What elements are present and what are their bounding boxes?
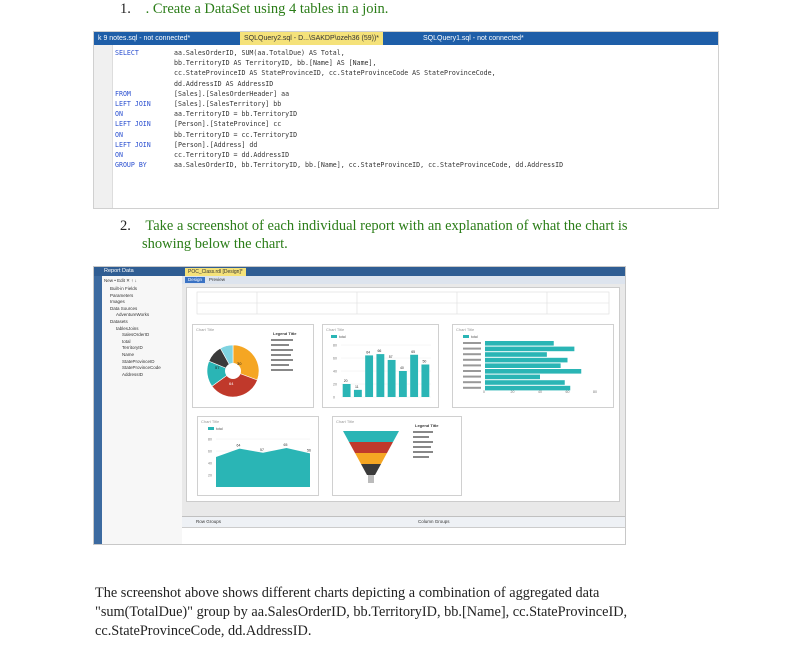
- tab-design[interactable]: Design: [185, 277, 205, 283]
- pie-slice-label: 30: [237, 361, 242, 366]
- pie-slice-label: 64: [229, 381, 234, 386]
- funnel-segment: [361, 464, 381, 475]
- area-y-tick: 60: [208, 449, 212, 454]
- tree-item[interactable]: AddressID: [122, 371, 144, 377]
- tree-item[interactable]: StateProvinceCode: [122, 365, 161, 371]
- sql-code-line: dd.AddressID AS AddressID: [174, 79, 274, 88]
- toolbox-strip: [94, 276, 102, 544]
- sql-code-line: aa.SalesOrderID, bb.TerritoryID, bb.[Name], cc.StateProvinceID, cc.StateProvinceCode, dd.AddressID: [174, 161, 564, 170]
- area-series: [216, 448, 310, 487]
- hbar-legend-label: total: [471, 335, 478, 339]
- sql-code-line: [Sales].[SalesOrderHeader] aa: [174, 89, 290, 98]
- step-2-text-line1: Take a screenshot of each individual report with an explanation of what the chart is: [145, 218, 628, 234]
- step-2-text-line2: showing below the chart.: [142, 236, 288, 252]
- report-header-grid: [187, 288, 619, 318]
- report-design-surface: [182, 267, 625, 544]
- sql-code-line: [Sales].[SalesTerritory] bb: [174, 100, 282, 108]
- tab-poc-class-rdl[interactable]: POC_Class.rdl [Design]*: [185, 268, 246, 276]
- column-bar: [410, 355, 418, 397]
- column-bar-label: 40: [399, 366, 404, 370]
- tree-item[interactable]: total: [122, 338, 131, 344]
- hbar-bar: [485, 375, 540, 380]
- column-bar-label: 57: [388, 354, 393, 359]
- sql-code-area[interactable]: [94, 45, 718, 208]
- column-bar-label: 50: [422, 359, 427, 364]
- hbar-bar: [485, 369, 581, 374]
- column-chart-panel[interactable]: [322, 324, 439, 408]
- hbar-category-label: [463, 376, 481, 378]
- sql-code-line: cc.TerritoryID = dd.AddressID: [174, 151, 290, 159]
- area-chart-title: Chart Title: [201, 419, 220, 424]
- area-legend-label: total: [216, 427, 223, 431]
- column-chart-title: Chart Title: [326, 327, 345, 332]
- tree-item[interactable]: Built-in Fields: [110, 286, 138, 291]
- report-data-title: Report Data: [94, 267, 182, 276]
- sql-code-line: aa.TerritoryID = bb.TerritoryID: [174, 110, 298, 119]
- sql-code-line: bb.TerritoryID = cc.TerritoryID: [174, 130, 298, 139]
- area-legend-swatch: [208, 427, 214, 430]
- report-designer-screenshot: [93, 266, 626, 545]
- hbar-category-label: [463, 370, 481, 372]
- funnel-chart: [333, 417, 461, 495]
- hbar-category-label: [463, 387, 481, 389]
- pie-chart-panel[interactable]: [192, 324, 314, 408]
- column-y-tick: 80: [333, 343, 337, 348]
- area-point-label: 65: [283, 443, 288, 447]
- hbar-bar: [485, 352, 547, 357]
- tab-preview[interactable]: Preview: [209, 277, 226, 282]
- conclusion-line-1: The screenshot above shows different charts depicting a combination of aggregated data: [95, 585, 600, 601]
- sql-code-line: [Person].[Address] dd: [174, 140, 258, 149]
- column-bar-label: 11: [354, 384, 359, 389]
- column-bar-label: 66: [377, 349, 382, 354]
- column-bar: [421, 365, 429, 398]
- hbar-category-label: [463, 342, 481, 344]
- pie-legend-title: Legend Title: [273, 331, 297, 336]
- funnel-neck: [368, 475, 374, 483]
- editor-tab-bar: [94, 32, 718, 45]
- column-bar: [343, 384, 351, 397]
- column-groups-label: Column Groups: [418, 519, 450, 524]
- sql-code-line: cc.StateProvinceID AS StateProvinceID, cc.StateProvinceCode AS StateProvinceCode,: [174, 69, 496, 78]
- column-y-tick: 40: [333, 369, 337, 374]
- column-bar-label: 64: [366, 350, 371, 355]
- column-y-tick: 60: [333, 356, 337, 361]
- tab-sqlquery1[interactable]: SQLQuery1.sql - not connected*: [423, 35, 524, 42]
- tab-sqlquery2[interactable]: SQLQuery2.sql - D...\SAKDP\ozeh36 (59))*: [240, 32, 383, 45]
- conclusion-line-2: "sum(TotalDue)" group by aa.SalesOrderID, bb.TerritoryID, bb.[Name], cc.StateProvinceID,: [95, 604, 628, 620]
- step-1-number: 1.: [120, 1, 131, 17]
- sql-keyword: LEFT JOIN: [115, 140, 151, 149]
- groups-list-area[interactable]: [182, 527, 625, 545]
- funnel-chart-panel[interactable]: [332, 416, 462, 496]
- sql-keyword: ON: [115, 110, 123, 119]
- tree-item[interactable]: Datasets: [110, 319, 128, 324]
- step-2-cont: [142, 236, 288, 253]
- step-1: [120, 1, 388, 18]
- hbar-bar: [485, 363, 561, 368]
- area-point-label: 56: [307, 448, 311, 453]
- tab-notes-sql[interactable]: k 9 notes.sql - not connected*: [98, 35, 191, 42]
- sql-keyword: GROUP BY: [115, 161, 147, 170]
- tree-item[interactable]: StateProvinceID: [122, 358, 155, 364]
- tree-item[interactable]: Name: [122, 352, 135, 357]
- tree-item[interactable]: AdventureWorks: [116, 312, 150, 318]
- tree-item[interactable]: Parameters: [110, 292, 134, 298]
- pie-chart-title: Chart Title: [196, 327, 215, 332]
- tree-item[interactable]: tablesJoins: [116, 325, 139, 331]
- sql-code-line: [Person].[StateProvince] cc: [174, 120, 282, 129]
- funnel-segment: [355, 453, 387, 464]
- report-data-toolbar[interactable]: New • Edit ✕ ↑ ↓: [104, 278, 137, 283]
- sql-keyword: SELECT: [115, 49, 139, 57]
- hbar-bar: [485, 347, 574, 352]
- horizontal-bar-chart-panel[interactable]: [452, 324, 614, 408]
- column-bar-label: 65: [411, 349, 416, 354]
- sql-editor-screenshot: [93, 31, 719, 209]
- hbar-x-tick: 60: [565, 390, 570, 394]
- hbar-category-label: [463, 359, 481, 361]
- pie-slice-label: 57: [215, 365, 220, 370]
- column-legend-swatch: [331, 335, 337, 338]
- column-chart: [323, 325, 438, 407]
- area-point-label: 64: [236, 443, 241, 448]
- sql-keyword: LEFT JOIN: [115, 120, 151, 129]
- sql-keyword: ON: [115, 151, 123, 159]
- area-chart: [198, 417, 318, 495]
- column-bar: [388, 360, 396, 397]
- funnel-segment: [349, 442, 393, 453]
- hbar-bar: [485, 386, 570, 391]
- tree-item[interactable]: Images: [110, 299, 125, 305]
- pie-chart: [193, 325, 313, 407]
- column-bar: [365, 355, 373, 397]
- hbar-x-tick: 20: [510, 390, 515, 394]
- area-chart-panel[interactable]: [197, 416, 319, 496]
- column-bar-label: 20: [343, 379, 348, 383]
- tree-item[interactable]: Data Sources: [110, 305, 138, 311]
- column-bar: [399, 371, 407, 397]
- grouping-pane: [182, 516, 625, 545]
- tree-item[interactable]: SalesOrderID: [122, 332, 150, 338]
- pie-legend-entries: [271, 339, 293, 371]
- hbar-category-label: [463, 364, 481, 366]
- funnel-legend-title: Legend Title: [415, 423, 439, 428]
- hbar-bar: [485, 341, 554, 346]
- document-tab-bar: [182, 267, 625, 276]
- report-data-pane: [94, 267, 183, 544]
- row-groups-label: Row Groups: [196, 519, 222, 524]
- column-legend-label: total: [339, 335, 346, 339]
- hbar-category-label: [463, 381, 481, 383]
- sql-keyword: ON: [115, 130, 123, 139]
- design-preview-tabs: [182, 276, 625, 284]
- column-bar: [376, 354, 384, 397]
- area-y-tick: 40: [208, 461, 212, 466]
- horizontal-bar-chart: [453, 325, 613, 407]
- column-y-tick: 20: [333, 382, 337, 387]
- step-2-number: 2.: [120, 218, 131, 234]
- step-2: [120, 218, 628, 235]
- hbar-legend-swatch: [463, 335, 469, 338]
- area-y-tick: 80: [208, 437, 212, 442]
- conclusion-line-3: cc.StateProvinceCode, dd.AddressID.: [95, 623, 312, 639]
- funnel-chart-title: Chart Title: [336, 419, 355, 424]
- funnel-segment: [343, 431, 399, 442]
- step-1-text: . Create a DataSet using 4 tables in a join.: [145, 1, 389, 17]
- hbar-x-tick: 80: [593, 390, 597, 394]
- report-canvas[interactable]: [186, 287, 620, 502]
- column-y-tick: 0: [333, 395, 335, 400]
- column-bar: [354, 390, 362, 397]
- line-gutter: [94, 45, 113, 208]
- sql-code-line: bb.TerritoryID AS TerritoryID, bb.[Name] AS [Name],: [174, 59, 377, 68]
- hbar-x-tick: 0: [483, 390, 485, 394]
- hbar-x-tick: 40: [538, 390, 542, 394]
- hbar-chart-title: Chart Title: [456, 327, 475, 332]
- area-point-label: 57: [260, 447, 264, 452]
- area-y-tick: 20: [208, 473, 212, 478]
- hbar-category-label: [463, 348, 481, 350]
- sql-keyword: FROM: [115, 89, 131, 98]
- tree-item[interactable]: TerritoryID: [122, 345, 143, 351]
- hbar-bar: [485, 358, 568, 363]
- conclusion-paragraph: [95, 584, 715, 641]
- hbar-category-label: [463, 353, 481, 355]
- sql-code-line: aa.SalesOrderID, SUM(aa.TotalDue) AS Total,: [174, 49, 345, 57]
- hbar-bar: [485, 380, 565, 385]
- sql-keyword: LEFT JOIN: [115, 100, 151, 108]
- funnel-legend-entries: [413, 431, 433, 458]
